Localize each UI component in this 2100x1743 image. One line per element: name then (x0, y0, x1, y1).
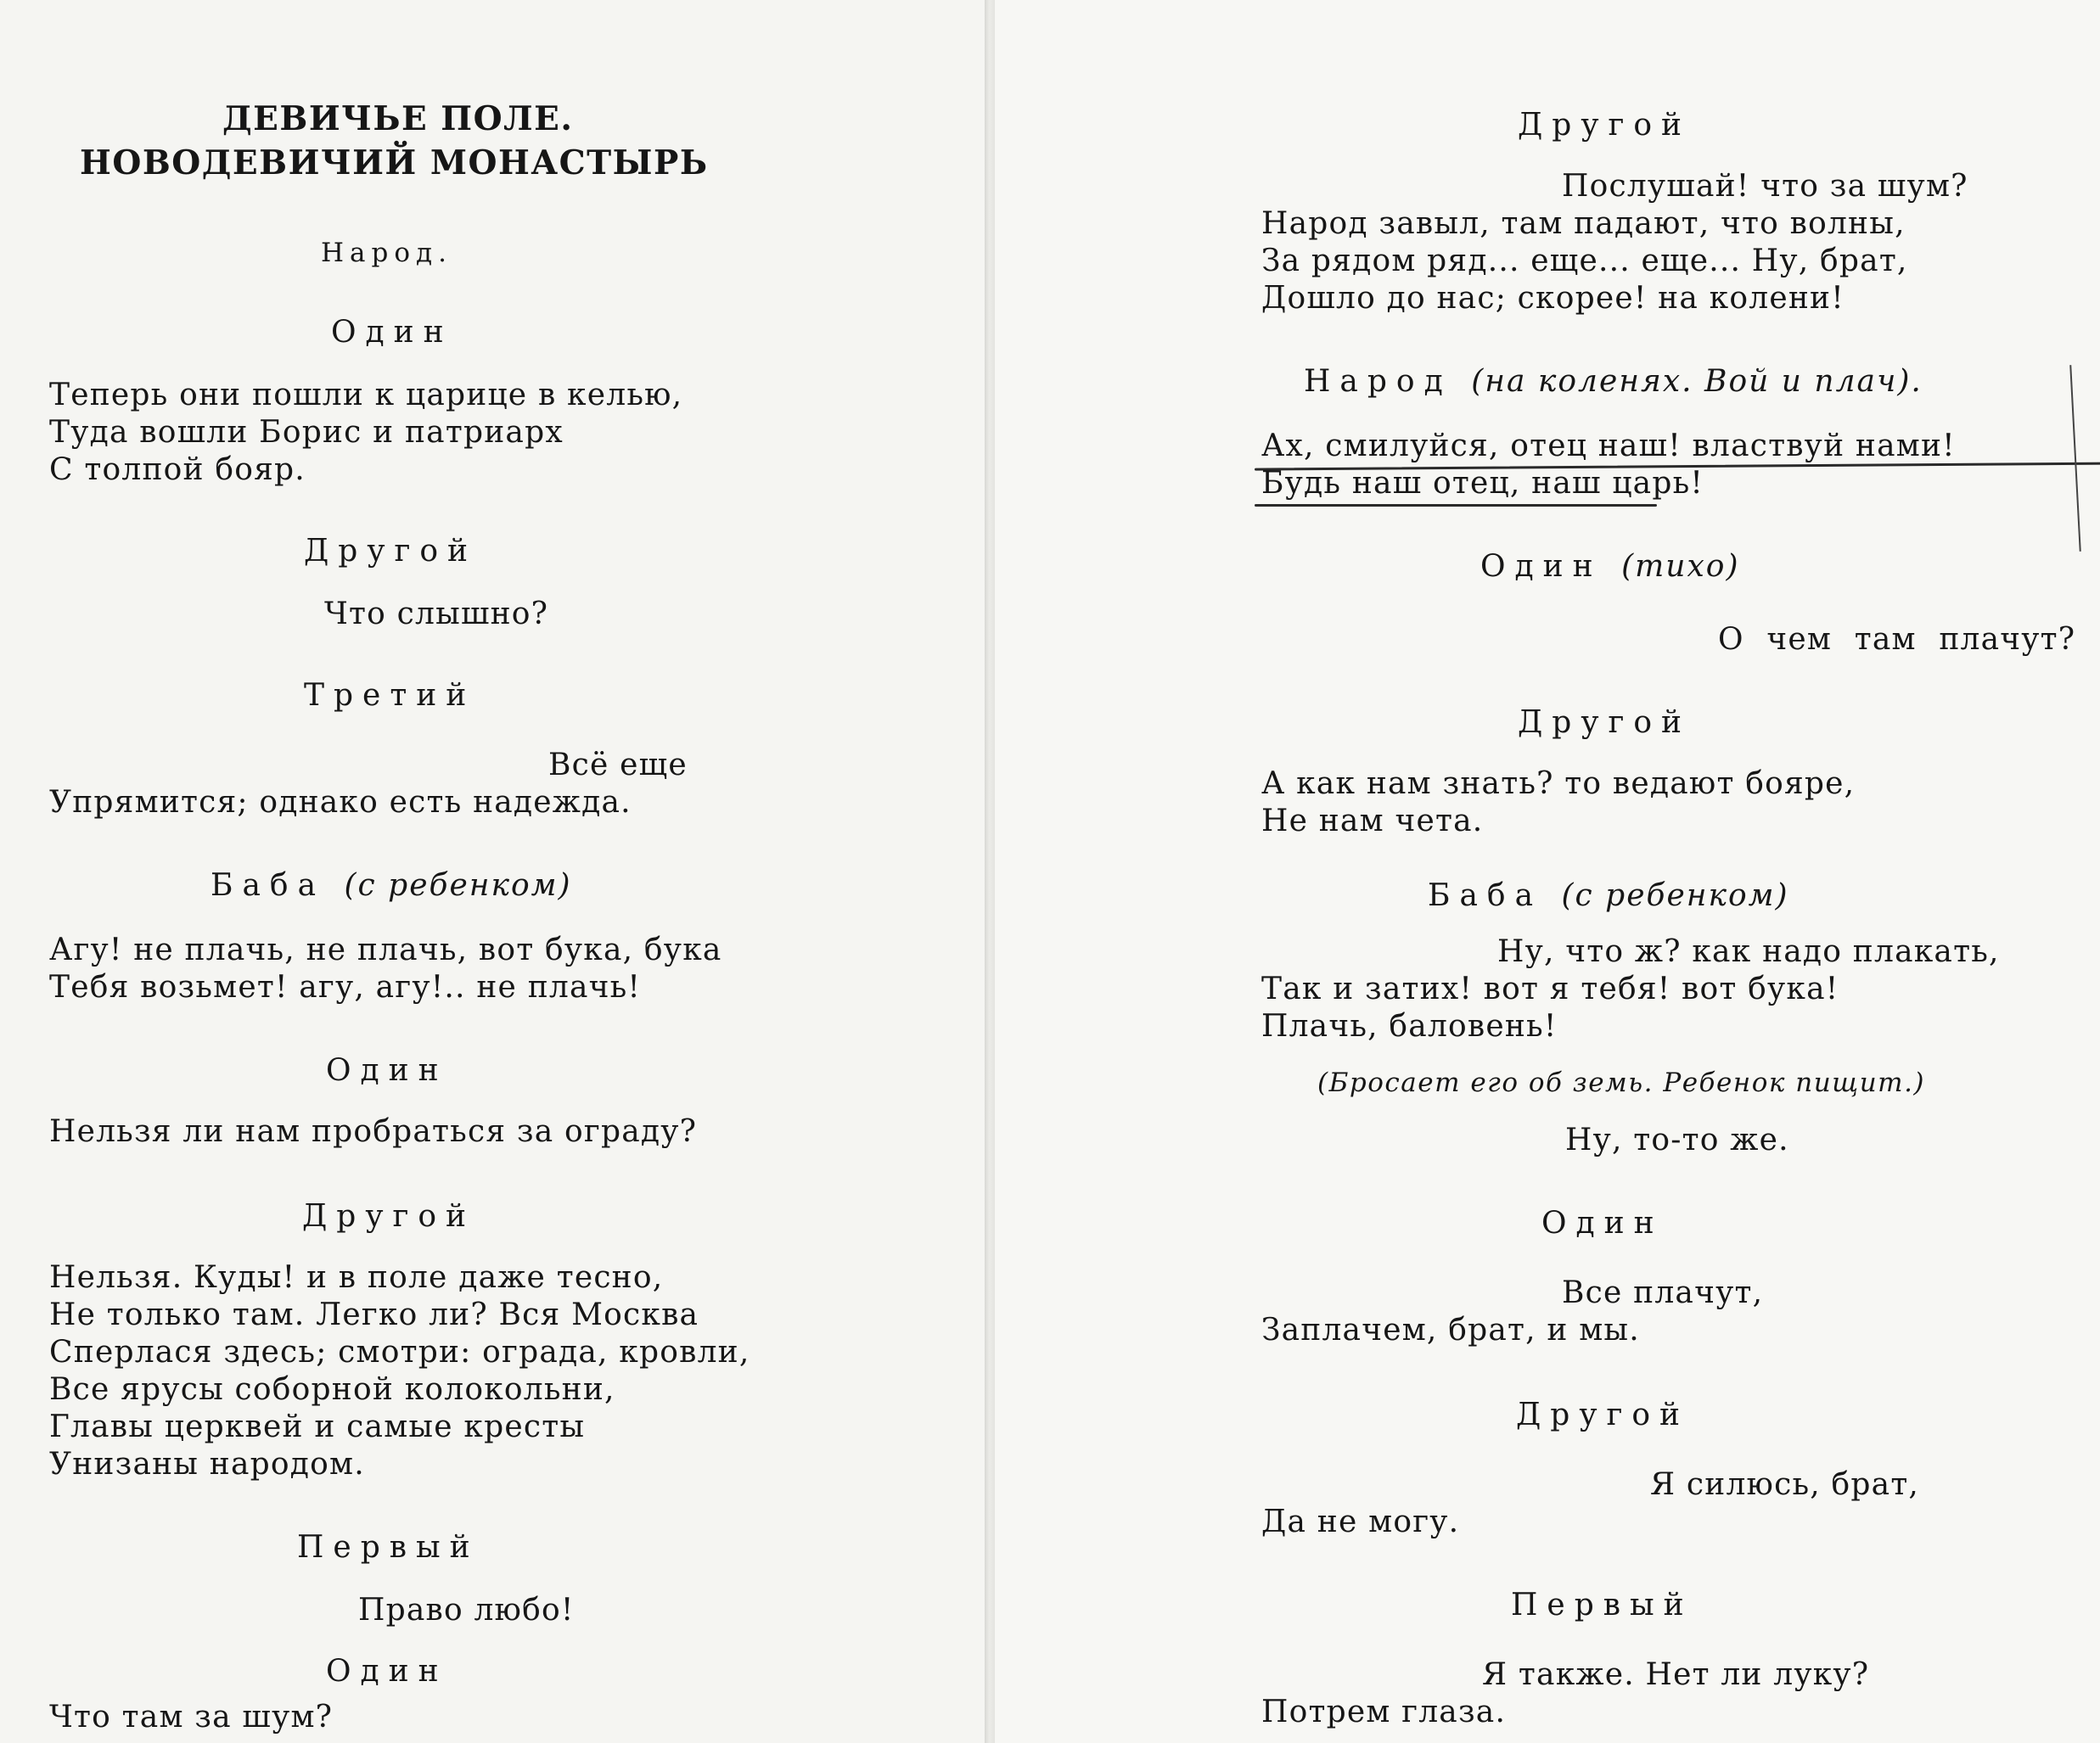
speaker-name: Другой (1516, 1398, 1690, 1432)
speaker-name: Один (326, 1053, 448, 1088)
stage-direction: (с ребенком) (344, 868, 572, 903)
speaker-name: Первый (297, 1530, 480, 1565)
book-gutter (985, 0, 995, 1743)
verse-line: Ну, что ж? как надо плакать, (1497, 934, 2000, 969)
verse-line: Так и затих! вот я тебя! вот бука! (1261, 972, 1839, 1006)
speaker-name: Третий (304, 678, 476, 713)
scene-title-line-1: ДЕВИЧЬЕ ПОЛЕ. (222, 99, 574, 138)
verse-line: Упрямится; однако есть надежда. (49, 785, 632, 820)
verse-line: Сперлася здесь; смотри: ограда, кровли, (49, 1335, 750, 1370)
speaker-name: Один (331, 315, 453, 350)
verse-line: Не нам чета. (1261, 804, 1484, 838)
verse-line: Потрем глаза. (1261, 1695, 1507, 1729)
verse-line: Тебя возьмет! агу, агу!.. не плачь! (49, 970, 642, 1005)
verse-line: Что там за шум? (49, 1700, 334, 1735)
scene-title-line-2: НОВОДЕВИЧИЙ МОНАСТЫРЬ (80, 143, 709, 182)
setting-note: Народ. (321, 238, 452, 268)
verse-line: Послушай! что за шум? (1562, 169, 1968, 204)
verse-line: Нельзя. Куды! и в поле даже тесно, (49, 1260, 664, 1295)
verse-line: Дошло до нас; скорее! на колени! (1261, 281, 1845, 316)
verse-line: Нельзя ли нам пробраться за ограду? (49, 1114, 698, 1149)
verse-line: Теперь они пошли к царице в келью, (49, 378, 683, 412)
verse-line: Я силюсь, брат, (1650, 1467, 1920, 1502)
verse-line: Всё еще (548, 748, 688, 782)
pencil-underline (1255, 504, 1657, 507)
speaker-with-direction (1304, 363, 1923, 401)
speaker-name: Один (1480, 549, 1603, 584)
verse-line: Все плачут, (1562, 1275, 1764, 1310)
verse-line: Будь наш отец, наш царь! (1261, 466, 1704, 501)
stage-direction: (Бросает его об земь. Ребенок пищит.) (1317, 1068, 1926, 1098)
speaker-name: Другой (1518, 705, 1692, 740)
speaker-name: Один (326, 1654, 448, 1689)
right-page (995, 0, 2100, 1743)
speaker-with-direction (1428, 877, 1789, 915)
speaker-name: Другой (304, 534, 478, 569)
speaker-name: Баба (1428, 878, 1543, 913)
verse-line: Не только там. Легко ли? Вся Москва (49, 1297, 699, 1332)
verse-line: Да не могу. (1261, 1505, 1460, 1539)
verse-line: Главы церквей и самые кресты (49, 1410, 586, 1444)
verse-line: Все ярусы соборной колокольни, (49, 1372, 615, 1407)
verse-line: Заплачем, брат, и мы. (1261, 1313, 1640, 1348)
verse-line: Право любо! (358, 1593, 575, 1628)
verse-line: Что слышно? (324, 597, 549, 631)
stage-direction: (на коленях. Вой и плач). (1471, 364, 1923, 399)
speaker-with-direction (1480, 548, 1740, 586)
speaker-with-direction (211, 867, 572, 905)
speaker-name: Первый (1511, 1588, 1693, 1623)
verse-line: Плачь, баловень! (1261, 1009, 1558, 1044)
verse-line: За рядом ряд... еще... еще... Ну, брат, (1261, 244, 1908, 278)
left-page (0, 0, 985, 1743)
speaker-name: Другой (1518, 108, 1692, 143)
verse-line: Ну, то-то же. (1565, 1123, 1789, 1157)
verse-line: Народ завыл, там падают, что волны, (1261, 206, 1906, 241)
pencil-margin-mark (2069, 365, 2081, 552)
speaker-name: Баба (211, 868, 326, 903)
verse-line: А как нам знать? то ведают бояре, (1261, 766, 1856, 801)
speaker-name: Один (1541, 1206, 1664, 1241)
verse-line: Я также. Нет ли луку? (1482, 1657, 1870, 1692)
verse-line: Унизаны народом. (49, 1447, 365, 1482)
stage-direction: (тихо) (1621, 549, 1740, 584)
verse-line: Ах, смилуйся, отец наш! властвуй нами! (1261, 429, 1956, 463)
verse-line: Агу! не плачь, не плачь, вот бука, бука (49, 933, 722, 967)
stage-direction: (с ребенком) (1561, 878, 1789, 913)
speaker-name: Народ (1304, 364, 1452, 399)
speaker-name: Другой (302, 1199, 476, 1234)
verse-line: С толпой бояр. (49, 452, 306, 487)
verse-line: О чем там плачут? (1718, 622, 2076, 657)
verse-line: Туда вошли Борис и патриарх (49, 415, 564, 450)
